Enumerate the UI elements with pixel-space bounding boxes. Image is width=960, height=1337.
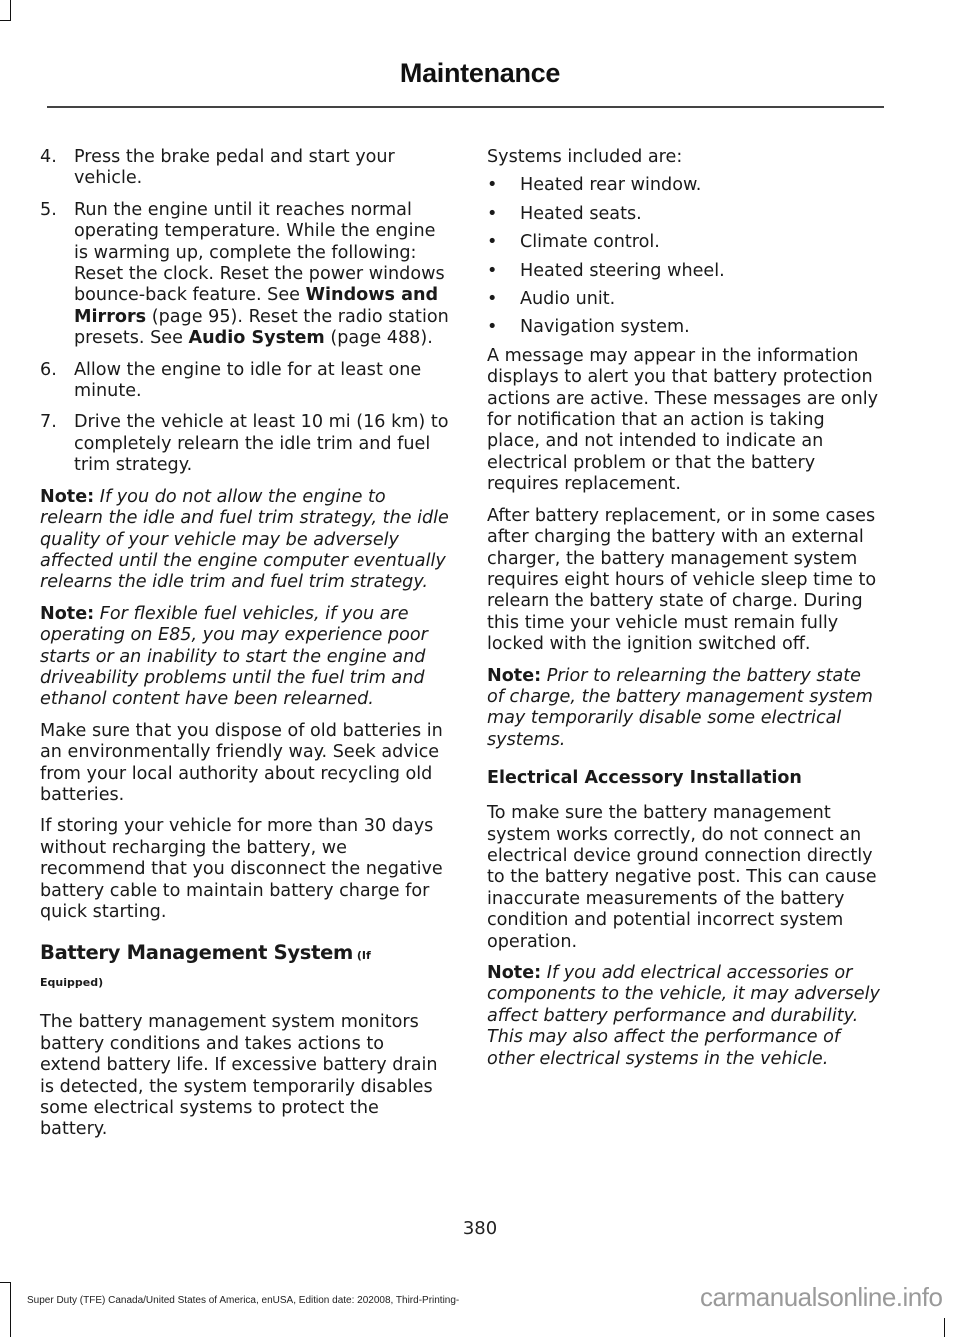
crop-mark-bottom-left-vertical (10, 1282, 11, 1337)
bullet-icon: • (487, 232, 498, 253)
bullet-icon: • (487, 175, 498, 196)
crop-mark-top-left-horizontal (0, 20, 11, 21)
step-text: Drive the vehicle at least 10 mi (16 km) to completely relearn the idle trim and fuel trim strategy. (74, 412, 449, 476)
page-number: 380 (462, 1218, 498, 1239)
systems-intro: Systems included are: (487, 147, 683, 167)
section-heading-text: Battery Management System (40, 941, 354, 965)
crop-mark-bottom-left-horizontal (0, 1282, 11, 1283)
bullet-icon: • (487, 203, 498, 224)
section-qualifier: (If (353, 949, 371, 963)
note-text: If you add electrical accessories or components to the vehicle, it may adversely affect battery performance and durability. This may also affect the performance of other electrical systems in the vehicle. (487, 963, 880, 1069)
note-text: For flexible fuel vehicles, if you are operating on E85, you may experience poor starts or an inability to start the engine and driveability problems until the fuel trim and ethanol content have been relearned. (40, 603, 428, 710)
bullet-icon: • (487, 317, 498, 338)
paragraph-message: A message may appear in the information displays to alert you that battery protection actions are active. These messages are only for notification that an action is taking place, and not intended to indicate an electrical problem or that the battery requires replacement. (487, 345, 879, 495)
page-title: Maintenance (399, 58, 561, 88)
note-label: Note: (487, 665, 542, 686)
header-divider (47, 106, 884, 108)
list-item (487, 232, 882, 253)
paragraph-accessory-install: To make sure the battery management system works correctly, do not connect an electrical device ground connection directly to the battery negative post. This can cause inaccurate measurements of the battery condition and potential incorrect system operation. (487, 803, 877, 952)
section-qualifier-equipped: Equipped) (40, 976, 104, 990)
list-item-text: Heated steering wheel. (520, 260, 725, 281)
left-column (40, 147, 450, 1151)
paragraph-after-replacement: After battery replacement, or in some cases after charging the battery with an external charger, the battery management system requires eight hours of vehicle sleep time to relearn the battery state of charge. During this time your vehicle must remain fully locked with the ignition switched off. (487, 505, 877, 655)
list-item (487, 289, 882, 310)
watermark: carmanualsonline.info (700, 1282, 943, 1312)
step-text (74, 200, 450, 350)
list-item (487, 204, 882, 225)
step-text-part: Run the engine until it reaches normal operating temperature. While the engine is warming up, complete the following: Reset the clock. Reset the power windows bounce-back feature. See (74, 199, 445, 306)
note-text: Prior to relearning the battery state of charge, the battery management system may temporarily disable some electrical systems. (487, 665, 873, 750)
subsection-heading-electrical-accessory: Electrical Accessory Installation (487, 768, 802, 789)
list-item-text: Heated rear window. (520, 175, 702, 196)
note-label: Note: (487, 963, 542, 983)
step-5 (40, 200, 450, 350)
list-item (487, 175, 882, 196)
note-text: If you do not allow the engine to relearn the idle and fuel trim strategy, the idle quality of your vehicle may be adversely affected until the engine computer eventually relearns the idle trim and fuel trim strategy. (40, 486, 449, 593)
bullet-icon: • (487, 260, 498, 281)
crop-mark-bottom-right-vertical (944, 1318, 945, 1337)
crop-mark-top-left-vertical (10, 0, 11, 20)
list-item-text: Navigation system. (520, 317, 690, 338)
note-flex-fuel (40, 604, 450, 711)
step-number: 4. (40, 147, 57, 167)
step-4 (40, 147, 450, 190)
step-number: 5. (40, 199, 57, 220)
paragraph-dispose-batteries: Make sure that you dispose of old batteries in an environmentally friendly way. Seek advice from your local authority about recycling old batteries. (40, 720, 443, 805)
list-item (487, 261, 882, 282)
note-label: Note: (40, 603, 95, 624)
list-item-text: Climate control. (520, 232, 660, 253)
step-number: 6. (40, 359, 57, 380)
paragraph-bms-description: The battery management system monitors battery conditions and takes actions to extend battery life. If excessive battery drain is detected, the system temporarily disables some electrical systems to protect the battery. (40, 1012, 438, 1140)
step-7 (40, 412, 450, 476)
list-item (487, 317, 882, 338)
step-text-part: (page 488). (324, 328, 433, 349)
xref-windows-and-mirrors[interactable]: Windows and Mirrors (74, 285, 439, 327)
step-text: Allow the engine to idle for at least one minute. (74, 359, 422, 402)
note-relearning-state (487, 666, 882, 752)
note-accessories (487, 963, 882, 1070)
paragraph-storing-vehicle: If storing your vehicle for more than 30 days without recharging the battery, we recommend that you disconnect the negative battery cable to maintain battery charge for quick starting. (40, 816, 443, 922)
list-item-text: Audio unit. (520, 289, 616, 310)
xref-audio-system[interactable]: Audio System (188, 328, 325, 349)
footer-edition-text: Super Duty (TFE) Canada/United States of America, enUSA, Edition date: 202008, Third-Printing- (27, 1295, 460, 1306)
note-label: Note: (40, 486, 95, 507)
note-relearn (40, 487, 450, 594)
step-text-part: (page 95). Reset the radio station presets. See (74, 306, 449, 349)
section-heading-battery-management (40, 941, 450, 968)
step-text: Press the brake pedal and start your vehicle. (74, 147, 395, 189)
step-number: 7. (40, 412, 57, 433)
step-6 (40, 360, 450, 403)
right-column (487, 147, 882, 1080)
bullet-icon: • (487, 289, 498, 310)
list-item-text: Heated seats. (520, 203, 642, 224)
